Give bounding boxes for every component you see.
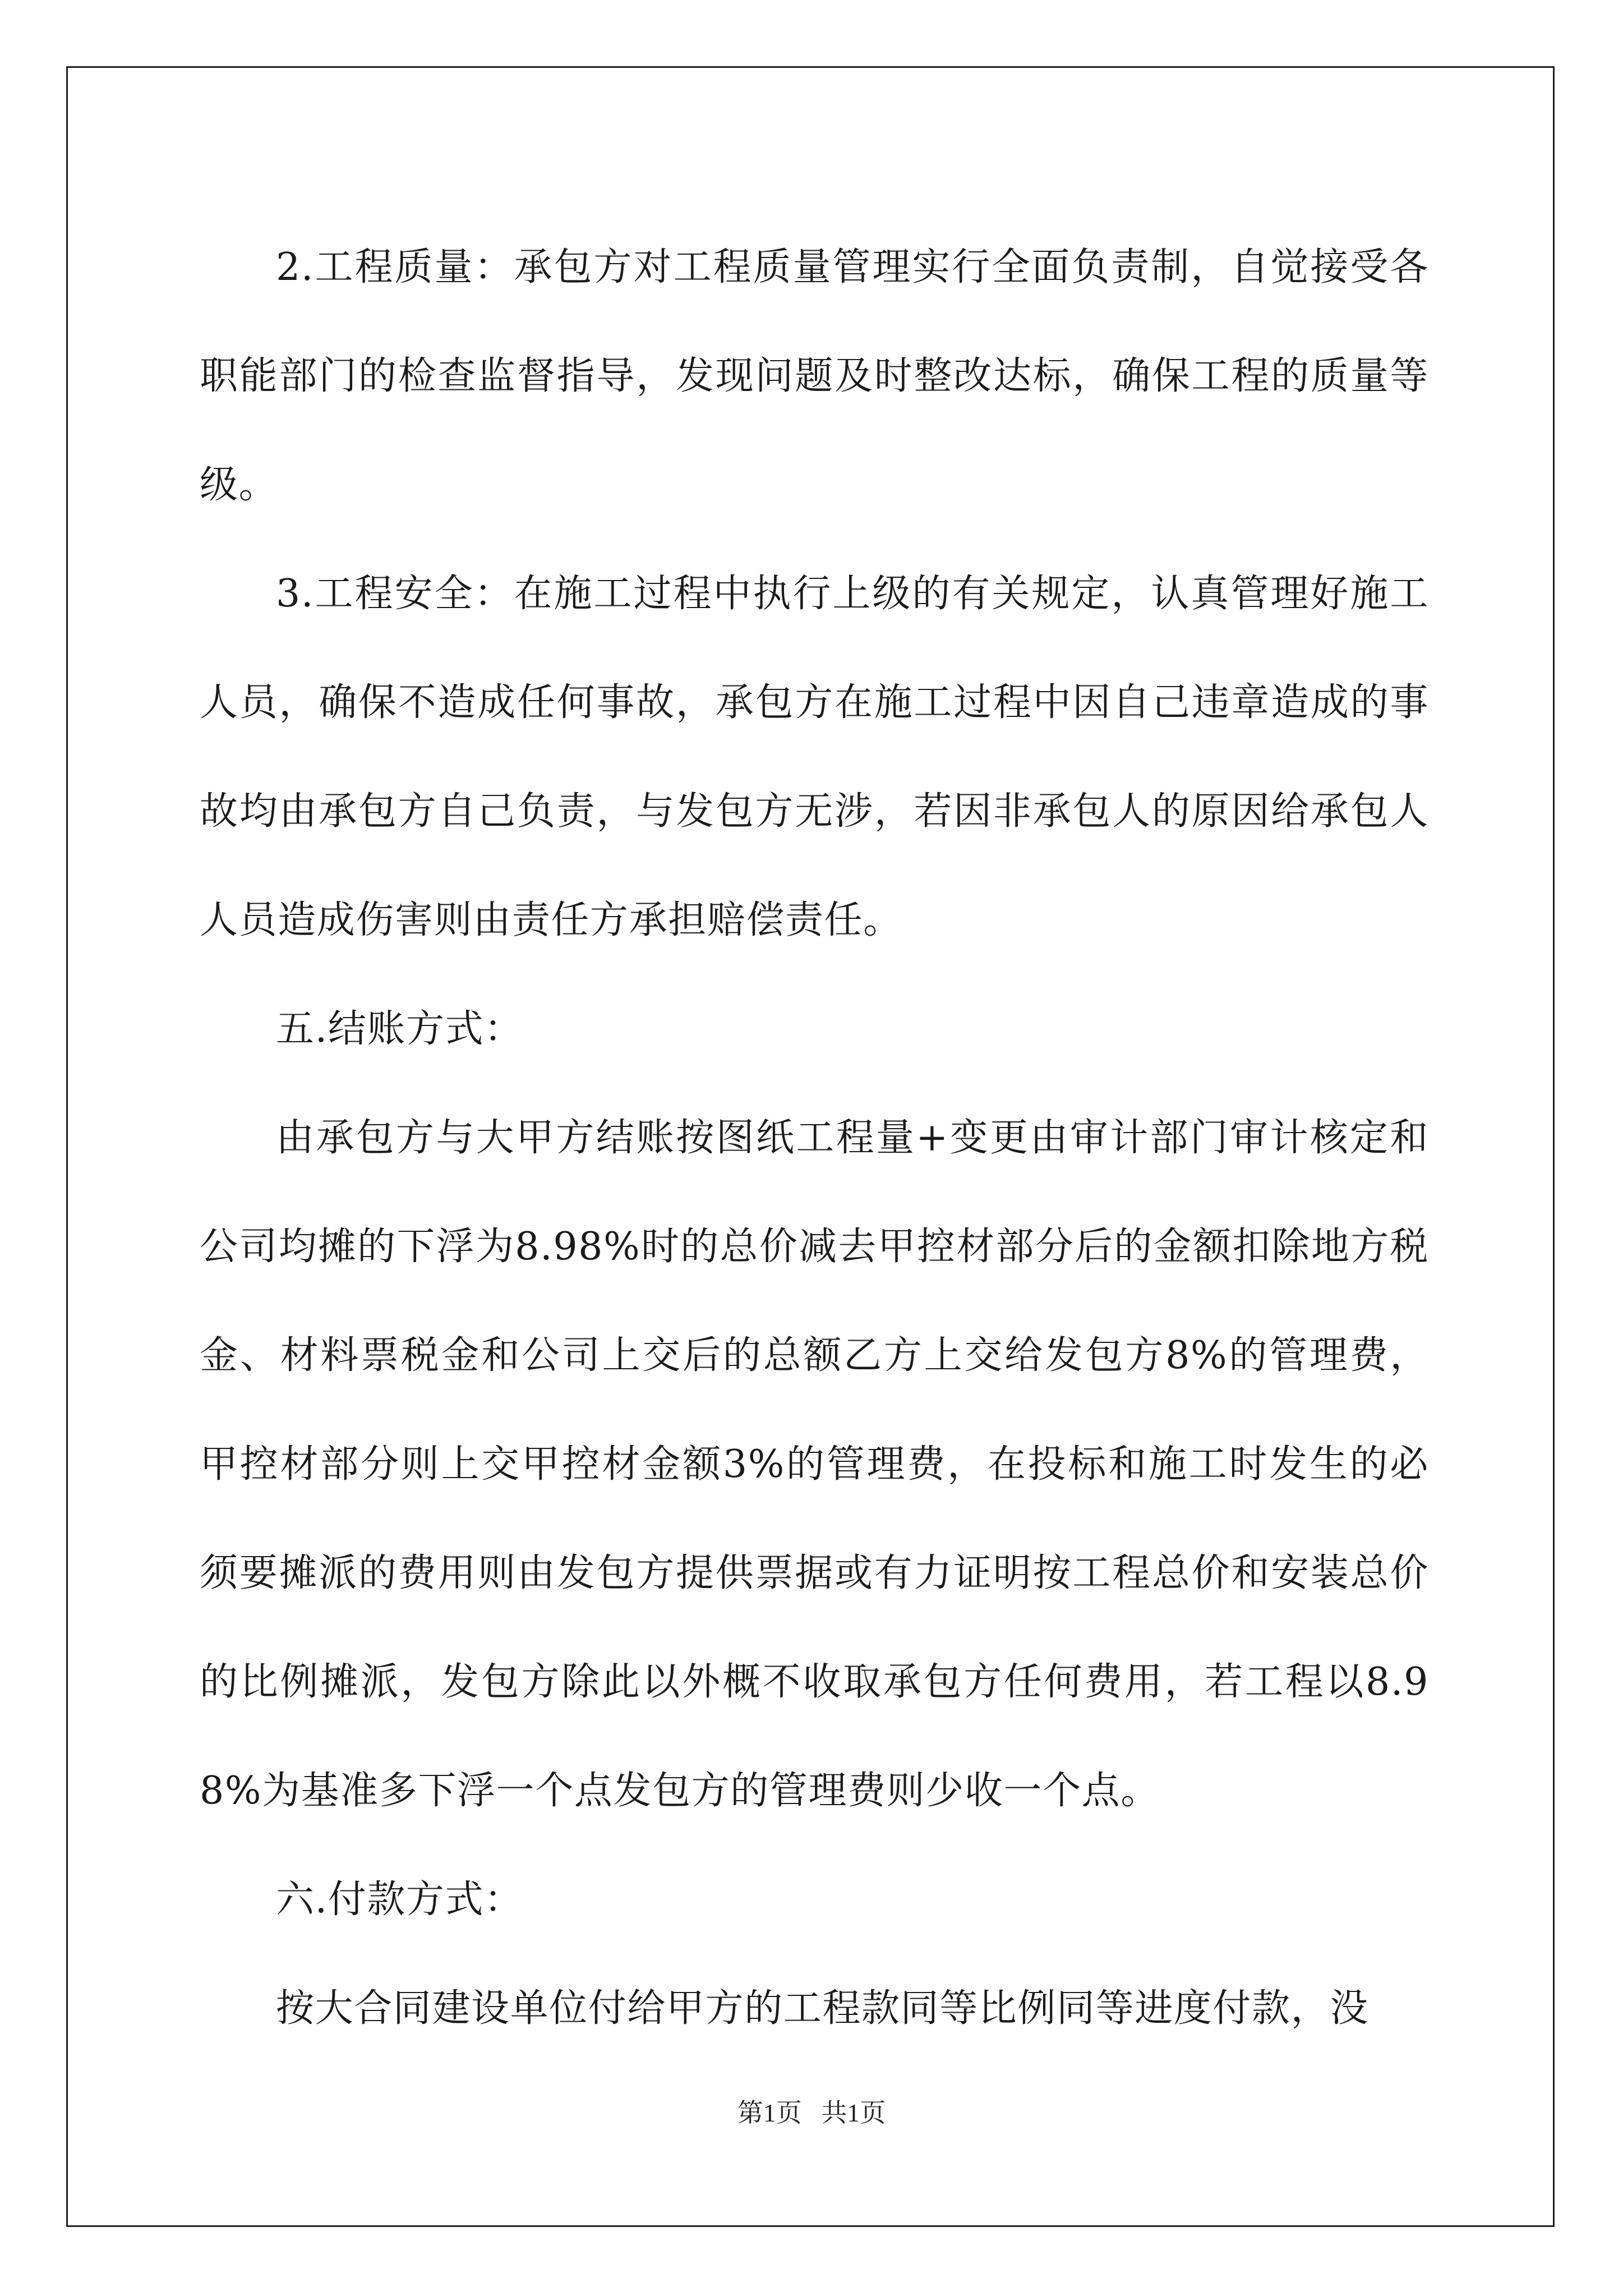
paragraph-payment: 按大合同建设单位付给甲方的工程款同等比例同等进度付款，没 [276, 1986, 1369, 2031]
document-body [200, 213, 1429, 2063]
paragraph-safety: 3.工程安全：在施工过程中执行上级的有关规定，认真管理好施工人员，确保不造成任何事故，承包方在施工过程中因自己违章造成的事故均由承包方自己负责，与发包方无涉，若因非承包人的原因给承包人人员造成伤害则由责任方承担赔偿责任。 [200, 572, 1429, 942]
paragraph-settlement: 由承包方与大甲方结账按图纸工程量+变更由审计部门审计核定和公司均摊的下浮为8.98%时的总价减去甲控材部分后的金额扣除地方税金、材料票税金和公司上交后的总额乙方上交给发包方8%的管理费，甲控材部分则上交甲控材金额3%的管理费，在投标和施工时发生的必须要摊派的费用则由发包方提供票据或有力证明按工程总价和安装总价的比例摊派，发包方除此以外概不收取承包方任何费用，若工程以8.98%为基准多下浮一个点发包方的管理费则少收一个点。 [200, 1116, 1429, 1813]
heading-settlement: 五.结账方式： [276, 1007, 523, 1051]
heading-payment: 六.付款方式： [276, 1878, 523, 1922]
paragraph-quality: 2.工程质量：承包方对工程质量管理实行全面负责制，自觉接受各职能部门的检查监督指导，发现问题及时整改达标，确保工程的质量等级。 [200, 245, 1429, 507]
page-footer: 第1页 共1页 [737, 2099, 886, 2127]
